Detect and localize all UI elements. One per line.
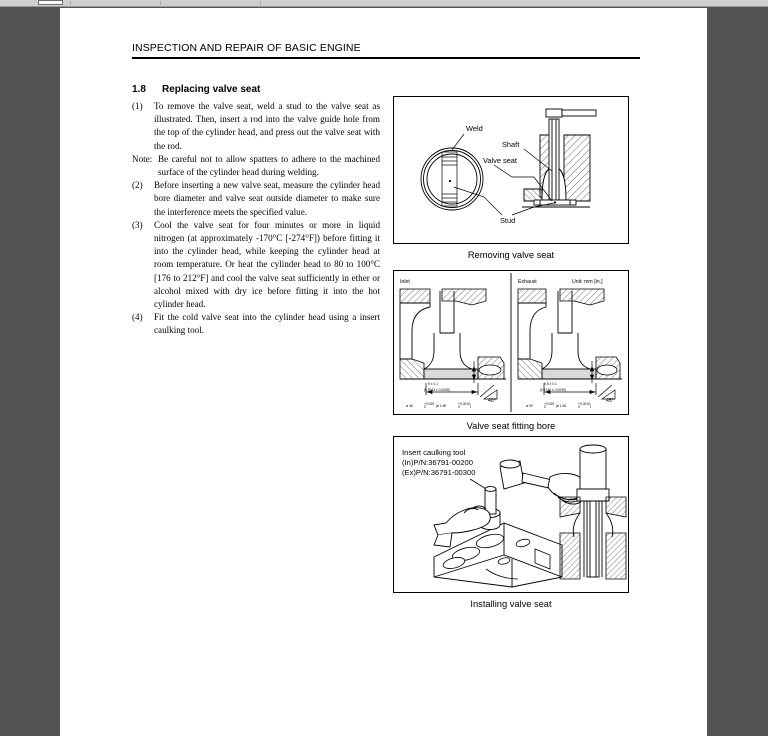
paragraph-marker: (1) (132, 101, 143, 111)
figure-valve-seat-fitting-bore (393, 270, 629, 431)
installing-valve-seat-diagram (394, 437, 628, 592)
exhaust-depth-mm: 9.5 ± 0.1 (544, 382, 557, 386)
label-shaft: Shaft (502, 140, 520, 149)
exhaust-diameter-mm: ø 39 (526, 404, 533, 408)
section-title-text: Replacing valve seat (162, 84, 261, 95)
document-page[interactable] (60, 8, 707, 736)
note-text: Be careful not to allow spatters to adhere to the machined surface of the cylinder head during welding. (158, 153, 380, 178)
figure-caption: Installing valve seat (470, 599, 552, 609)
header-rule (132, 57, 640, 59)
page-header (132, 42, 640, 59)
paragraph-text: Cool the valve seat for four minutes or more in liquid nitrogen (at approximately -170°C [-274°F]) before fitting it into the cylinder head, while keeping the cylinder head at room temperature. Or heat the cylinder head to 80 to 100°C [176 to 212°F] and cool the valve seat sufficiently in ether or alcohol mixed with dry ice before fitting it into the hot cylinder head. (154, 219, 380, 310)
label-valve-seat: Valve seat (483, 156, 517, 165)
exhaust-depth-in: [0.3740 ± 0.0039] (540, 388, 566, 392)
inlet-diameter-in: [ø 1.89 (436, 404, 447, 408)
toolbar-separator (160, 1, 161, 5)
figure-removing-valve-seat (393, 96, 629, 260)
paragraph-marker: (3) (132, 219, 143, 230)
exhaust-diameter-tol-in-upper: +0.0010 (578, 402, 591, 406)
note-marker: Note: (132, 153, 153, 164)
inlet-depth-mm: 9 ± 0.1 (428, 382, 439, 386)
inlet-diameter-tol-mm-lower: 0 (424, 405, 426, 409)
inlet-diameter-in-close: ] (470, 404, 471, 408)
toolbar-separator (260, 1, 261, 5)
label-stud: Stud (500, 216, 516, 225)
viewer-toolbar (0, 0, 768, 7)
label-tool-exhaust-pn: (Ex)P/N:36791-00300 (402, 468, 476, 477)
exhaust-diameter-in-close: ] (590, 404, 591, 408)
exhaust-diameter-tol-in-lower: 0 (578, 405, 580, 409)
figure-frame (393, 436, 629, 593)
exhaust-diameter-in: [ø 1.54 (556, 404, 567, 408)
label-exhaust: Exhaust (518, 279, 537, 285)
removing-valve-seat-diagram (394, 97, 628, 243)
inlet-diameter-tol-in-lower: 0 (458, 405, 460, 409)
figure-installing-valve-seat (393, 436, 629, 609)
label-tool-inlet-pn: (In)P/N:36791-00200 (402, 458, 473, 467)
label-unit: Unit: mm [in.] (572, 279, 603, 285)
paragraph (132, 311, 380, 337)
figure-caption: Valve seat fitting bore (466, 421, 556, 431)
body-text-column (132, 100, 380, 338)
paragraph-text: To remove the valve seat, weld a stud to the valve seat as illustrated. Then, insert a rod into the valve guide hole from the top of the cylinder head, and press out the valve seat with the rod. (154, 101, 380, 151)
section-heading (132, 84, 260, 95)
label-weld: Weld (466, 124, 483, 133)
inlet-angle: 40° (488, 398, 496, 404)
valve-seat-fitting-bore-diagram (394, 271, 628, 414)
section-number: 1.8 (132, 84, 146, 95)
page-header-title: INSPECTION AND REPAIR OF BASIC ENGINE (132, 42, 361, 54)
paragraph-text: Fit the cold valve seat into the cylinder head using a insert caulking tool. (154, 312, 380, 336)
figure-frame (393, 270, 629, 415)
inlet-diameter-tol-mm-upper: +0.025 (424, 402, 435, 406)
exhaust-diameter-tol-mm-upper: +0.025 (544, 402, 555, 406)
figure-caption: Removing valve seat (467, 250, 555, 260)
exhaust-diameter-tol-mm-lower: 0 (544, 405, 546, 409)
label-inlet: Inlet (400, 279, 410, 285)
toolbar-separator (70, 1, 71, 5)
page-number-input[interactable] (38, 0, 63, 5)
inlet-depth-in: [0.3543 ± 0.0039] (424, 388, 450, 392)
inlet-diameter-tol-in-upper: +0.0010 (458, 402, 471, 406)
inlet-diameter-mm: ø 48 (406, 404, 413, 408)
paragraph (132, 219, 380, 311)
figure-frame (393, 96, 629, 244)
paragraph-note (132, 153, 380, 179)
paragraph-marker: (2) (132, 180, 143, 191)
paragraph-text: Before inserting a new valve seat, measure the cylinder head bore diameter and valve seat outside diameter to make sure the interference meets the specified value. (154, 180, 380, 217)
paragraph-marker: (4) (132, 312, 143, 323)
paragraph (132, 100, 380, 153)
label-tool-title: Insert caulking tool (402, 448, 466, 457)
exhaust-angle: 45° (606, 398, 614, 404)
paragraph (132, 179, 380, 219)
